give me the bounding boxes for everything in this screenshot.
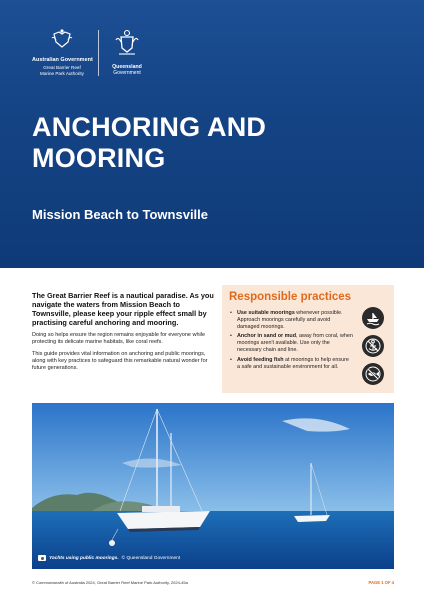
boat-mooring-icon (362, 307, 384, 329)
australian-government-logo (32, 28, 92, 80)
state-government-label: Government (113, 70, 141, 76)
page-number: PAGE 1 OF 4 (368, 580, 394, 585)
caption-credit: © Queensland Government (121, 555, 181, 561)
practice-item (229, 333, 353, 353)
intro-lead: The Great Barrier Reef is a nautical paradise. As you navigate the waters from Mission Beach to Townsville, please keep your ripple effect small by practising careful anchoring and mooring. (32, 291, 214, 327)
no-anchor-on-coral-icon (362, 335, 384, 357)
queensland-crest-icon (112, 28, 142, 58)
practice-item-bold: Use suitable moorings (237, 310, 295, 316)
practice-item-text: at moorings to help ensure a safe and sustainable environment for all. (237, 356, 349, 370)
photo-caption (38, 555, 180, 561)
logo-divider (98, 30, 99, 76)
practice-item-text: , away from coral, when moorings aren't available. Use only the necessary chain and line. (237, 333, 353, 353)
practice-item-bold: Avoid feeding fish (237, 356, 284, 363)
practice-item-bold: Anchor in sand or mud (237, 333, 296, 340)
page-title: ANCHORING AND MOORING (32, 112, 267, 173)
practice-item (229, 357, 353, 371)
practices-heading: Responsible practices (229, 291, 352, 303)
intro-paragraph-2: This guide provides vital information on anchoring and public moorings, along with key practices to safeguard this remarkable natural wonder for future generations. (32, 351, 208, 371)
practice-item (229, 310, 353, 330)
yachts-photo (32, 403, 394, 569)
page-subtitle: Mission Beach to Townsville (32, 207, 209, 222)
agency-name (32, 65, 92, 76)
intro-paragraph-1: Doing so helps ensure the region remains enjoyable for everyone while protecting its delicate marine habitats, like coral reefs. (32, 332, 206, 345)
no-fish-feeding-icon (362, 363, 384, 385)
government-name: Australian Government (32, 57, 93, 63)
practices-list (229, 310, 353, 373)
caption-title: Yachts using public moorings. (49, 555, 119, 561)
practice-item-text: whenever possible. Approach moorings carefully and avoid damaged moorings. (237, 310, 343, 330)
agency-name-line1: Great Barrier Reef (43, 65, 81, 70)
coat-of-arms-icon (50, 28, 74, 50)
responsible-practices-box (222, 285, 394, 393)
yachts-illustration (32, 403, 394, 569)
camera-icon (38, 555, 46, 561)
logo-lockup (32, 28, 162, 80)
intro-section (32, 291, 218, 377)
state-name: Queensland (112, 64, 142, 70)
footer-copyright: © Commonwealth of Australia 2024, Great Barrier Reef Marine Park Authority, 2024-45a (32, 580, 188, 585)
header-banner (0, 0, 424, 268)
agency-name-line2: Marine Park Authority (40, 70, 84, 76)
queensland-government-logo (104, 28, 150, 80)
practices-icons (362, 307, 386, 391)
